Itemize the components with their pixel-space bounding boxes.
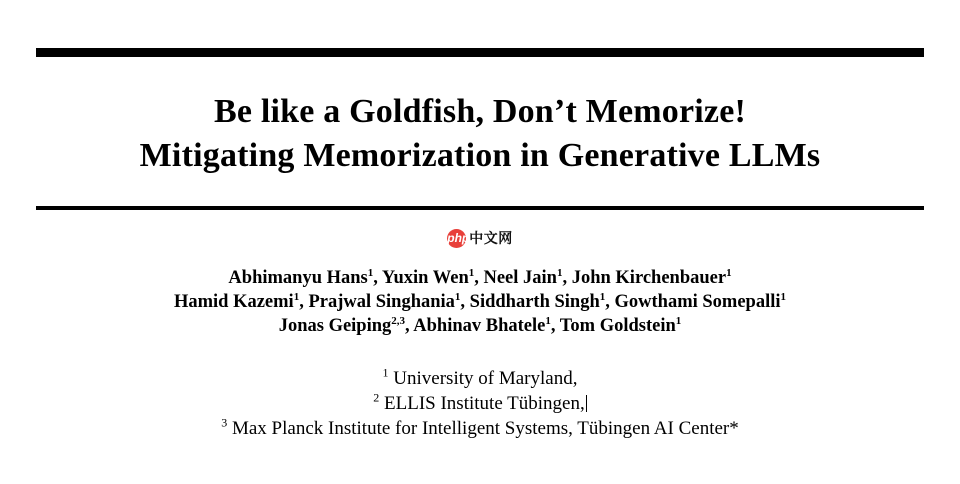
author-line-2: Hamid Kazemi$^1$, Prajwal Singhania$^1$, Siddharth Singh$^1$, Gowthami Somepalli$^1$ bbox=[173, 290, 787, 312]
author-name: Abhinav Bhatele bbox=[413, 316, 546, 336]
watermark-label: 中文网 bbox=[469, 230, 513, 246]
author-affil-marker: 1 bbox=[599, 290, 606, 303]
watermark bbox=[0, 228, 960, 250]
author-name: Neel Jain bbox=[483, 268, 557, 288]
affiliation-text: ELLIS Institute Tübingen, bbox=[384, 393, 585, 414]
title-line-1: Be like a Goldfish, Don’t Memorize! bbox=[213, 93, 747, 130]
watermark-logo-icon: php bbox=[447, 229, 466, 248]
affiliation-list bbox=[0, 366, 960, 441]
author-affil-marker: 1 bbox=[545, 314, 551, 327]
watermark-group bbox=[447, 228, 513, 248]
affiliation-marker: 1 bbox=[382, 365, 389, 380]
author-affil-marker: 1 bbox=[293, 290, 300, 303]
author-affil-marker: 1 bbox=[468, 266, 475, 279]
affiliation-line-1 bbox=[0, 366, 960, 391]
author-name: Gowthami Somepalli bbox=[614, 292, 781, 312]
author-affil-marker: 1 bbox=[675, 314, 682, 327]
affiliation-marker: 3 bbox=[221, 415, 228, 430]
author-name: Jonas Geiping bbox=[278, 316, 392, 336]
affiliation-text: University of Maryland, bbox=[393, 368, 578, 389]
author-name: Prajwal Singhania bbox=[308, 292, 455, 312]
author-affil-marker: 1 bbox=[780, 290, 787, 303]
author-affil-marker: 1 bbox=[367, 266, 374, 279]
author-name: Abhimanyu Hans bbox=[228, 268, 368, 288]
affiliation-line-2 bbox=[0, 391, 960, 416]
author-name: John Kirchenbauer bbox=[571, 268, 727, 288]
author-affil-marker: 2,3 bbox=[391, 314, 406, 327]
author-line-3: Jonas Geiping$^{2,3}$, Abhinav Bhatele$^1$, Tom Goldstein$^1$ bbox=[278, 314, 682, 336]
author-affil-marker: 1 bbox=[726, 266, 732, 279]
author-name: Yuxin Wen bbox=[381, 268, 469, 288]
affiliation-text: Max Planck Institute for Intelligent Systems, Tübingen AI Center* bbox=[231, 418, 739, 439]
author-affil-marker: 1 bbox=[556, 266, 563, 279]
author-name: Siddharth Singh bbox=[469, 292, 600, 312]
author-name: Tom Goldstein bbox=[559, 316, 676, 336]
text-cursor bbox=[586, 395, 587, 412]
affiliation-line-3 bbox=[0, 416, 960, 441]
paper-title bbox=[0, 90, 960, 178]
author-list bbox=[0, 266, 960, 338]
author-line-1: Abhimanyu Hans$^1$, Yuxin Wen$^1$, Neel Jain$^1$, John Kirchenbauer$^1$ bbox=[228, 266, 732, 288]
title-line-2: Mitigating Memorization in Generative LLMs bbox=[139, 137, 821, 174]
author-affil-marker: 1 bbox=[454, 290, 461, 303]
author-name: Hamid Kazemi bbox=[173, 292, 294, 312]
header-rule-bottom bbox=[36, 206, 924, 210]
header-rule-top bbox=[36, 48, 924, 57]
affiliation-marker: 2 bbox=[373, 390, 380, 405]
